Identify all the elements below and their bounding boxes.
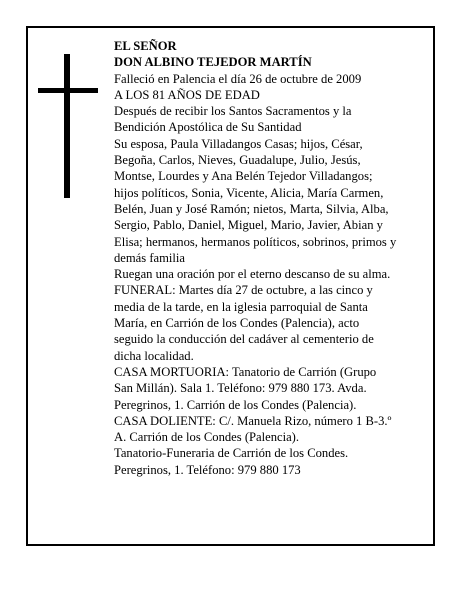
- funeral-home-paragraph: Tanatorio-Funeraria de Carrión de los Condes. Peregrinos, 1. Teléfono: 979 880 173: [114, 446, 349, 477]
- prayer-line: Ruegan una oración por el eterno descanso de su alma.: [114, 267, 391, 282]
- age-line: A LOS 81 AÑOS DE EDAD: [114, 87, 260, 102]
- title-line-1: EL SEÑOR: [114, 39, 177, 53]
- sacraments-paragraph: Después de recibir los Santos Sacramentos y la Bendición Apostólica de Su Santidad: [114, 104, 352, 135]
- obituary-text: [114, 38, 432, 478]
- family-paragraph: Su esposa, Paula Villadangos Casas; hijos, César, Begoña, Carlos, Nieves, Guadalupe, Julio, Jesús, Montse, Lourdes y Ana Belén Tejedor Villadangos; hijos políticos, Sonia, Vicente, Alicia, María Carmen, Belén, Juan y José Ramón; nietos, Marta, Silvia, Alba, Sergio, Pablo, Daniel, Miguel, Mario, Javier, Abian y Elisa; hermanos, hermanos políticos, sobrinos, primos y demás familia: [114, 136, 397, 265]
- deceased-name: DON ALBINO TEJEDOR MARTÍN: [114, 55, 312, 70]
- casa-mortuoria-paragraph: CASA MORTUORIA: Tanatorio de Carrión (Grupo San Millán). Sala 1. Teléfono: 979 880 173. Avda. Peregrinos, 1. Carrión de los Condes (Palencia).: [114, 364, 377, 412]
- death-date-line: Falleció en Palencia el día 26 de octubre de 2009: [114, 71, 362, 86]
- casa-doliente-paragraph: CASA DOLIENTE: C/. Manuela Rizo, número 1 B-3.º A. Carrión de los Condes (Palencia).: [114, 413, 392, 445]
- funeral-paragraph: FUNERAL: Martes día 27 de octubre, a las cinco y media de la tarde, en la iglesia parroquial de Santa María, en Carrión de los Condes (Palencia), acto seguido la conducción del cadáver al cementerio de dicha localidad.: [114, 283, 374, 363]
- cross-horizontal-bar: [38, 88, 98, 93]
- cross-vertical-bar: [64, 54, 70, 198]
